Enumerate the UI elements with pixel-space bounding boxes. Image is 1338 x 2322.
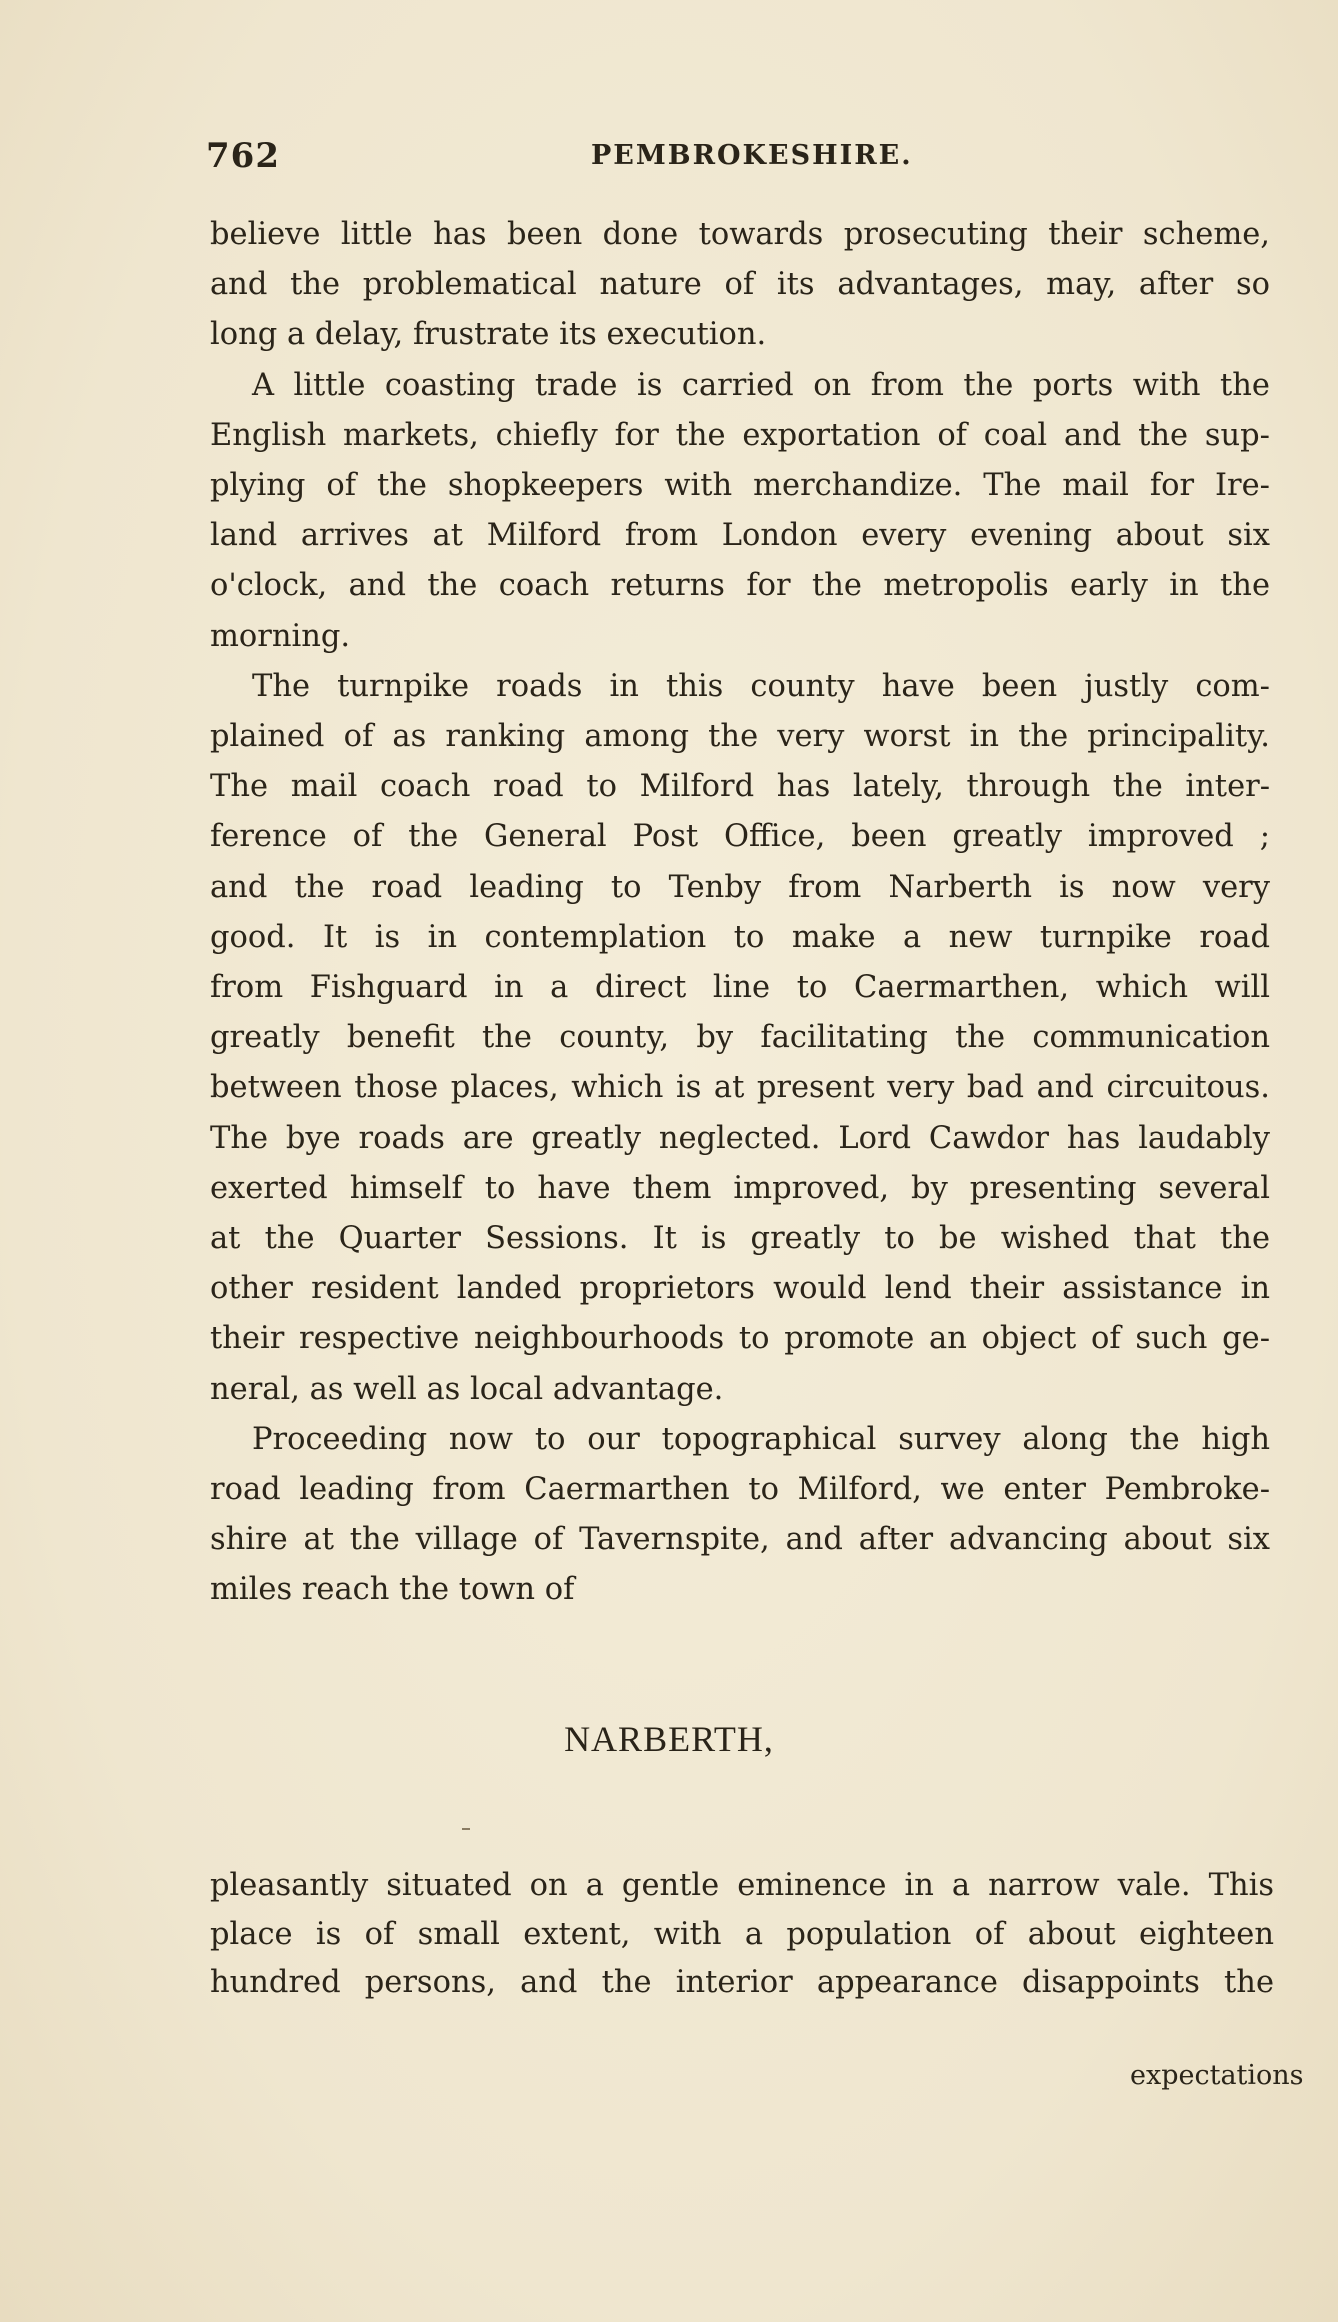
text-line: believe little has been done towards prosecuting their scheme, [210, 217, 1270, 252]
text-line: exerted himself to have them improved, by presenting several [210, 1170, 1270, 1206]
text-line: greatly benefit the county, by facilitating the communication [210, 1020, 1270, 1056]
body-text [210, 210, 1270, 1616]
text-line: The bye roads are greatly neglected. Lord Cawdor has laudably [210, 1120, 1270, 1156]
text-line: Proceeding now to our topographical survey along the high [252, 1421, 1270, 1457]
paragraph [210, 1415, 1270, 1616]
text-line: The turnpike roads in this county have been justly com- [252, 668, 1270, 704]
paragraph [210, 210, 1270, 361]
text-line: good. It is in contemplation to make a new turnpike road [210, 919, 1270, 955]
text-line: and the problematical nature of its advantages, may, after so [210, 267, 1270, 303]
text-line: road leading from Caermarthen to Milford, we enter Pembroke- [210, 1472, 1270, 1508]
text-line: hundred persons, and the interior appearance disappoints the [210, 1965, 1274, 2000]
page-header [206, 136, 1306, 188]
text-line: at the Quarter Sessions. It is greatly to be wished that the [210, 1221, 1270, 1257]
text-line: plying of the shopkeepers with merchandize. The mail for Ire- [210, 468, 1270, 504]
text-line: between those places, which is at present very bad and circuitous. [210, 1070, 1270, 1106]
text-line: English markets, chiefly for the exportation of coal and the sup- [210, 417, 1270, 453]
decorative-dash [462, 1828, 470, 1830]
text-line: A little coasting trade is carried on from the ports with the [252, 367, 1270, 403]
text-line: pleasantly situated on a gentle eminence in a narrow vale. This [210, 1868, 1274, 1903]
text-line: morning. [210, 618, 351, 654]
text-line: The mail coach road to Milford has lately, through the inter- [210, 769, 1270, 805]
section-heading: NARBERTH, [564, 1719, 774, 1759]
text-line: other resident landed proprietors would lend their assistance in [210, 1271, 1270, 1307]
page-number: 762 [206, 136, 280, 176]
text-line: from Fishguard in a direct line to Caermarthen, which will [210, 970, 1270, 1006]
running-head: PEMBROKESHIRE. [591, 140, 913, 171]
text-line: ference of the General Post Office, been greatly improved ; [210, 819, 1270, 855]
text-line: miles reach the town of [210, 1572, 575, 1608]
text-line: their respective neighbourhoods to promote an object of such ge- [210, 1321, 1270, 1357]
text-line: place is of small extent, with a population of about eighteen [210, 1916, 1274, 1952]
catchword: expectations [1130, 2060, 1304, 2091]
paragraph [210, 361, 1270, 662]
text-line: land arrives at Milford from London every evening about six [210, 518, 1270, 554]
text-line: long a delay, frustrate its execution. [210, 317, 767, 353]
text-line: plained of as ranking among the very worst in the principality. [210, 719, 1270, 755]
paragraph [210, 662, 1270, 1415]
text-line: shire at the village of Tavernspite, and after advancing about six [210, 1522, 1270, 1558]
text-line: o'clock, and the coach returns for the metropolis early in the [210, 568, 1270, 604]
text-line: and the road leading to Tenby from Narberth is now very [210, 869, 1270, 905]
body-text-continued [210, 1862, 1274, 2008]
text-line: neral, as well as local advantage. [210, 1371, 724, 1407]
